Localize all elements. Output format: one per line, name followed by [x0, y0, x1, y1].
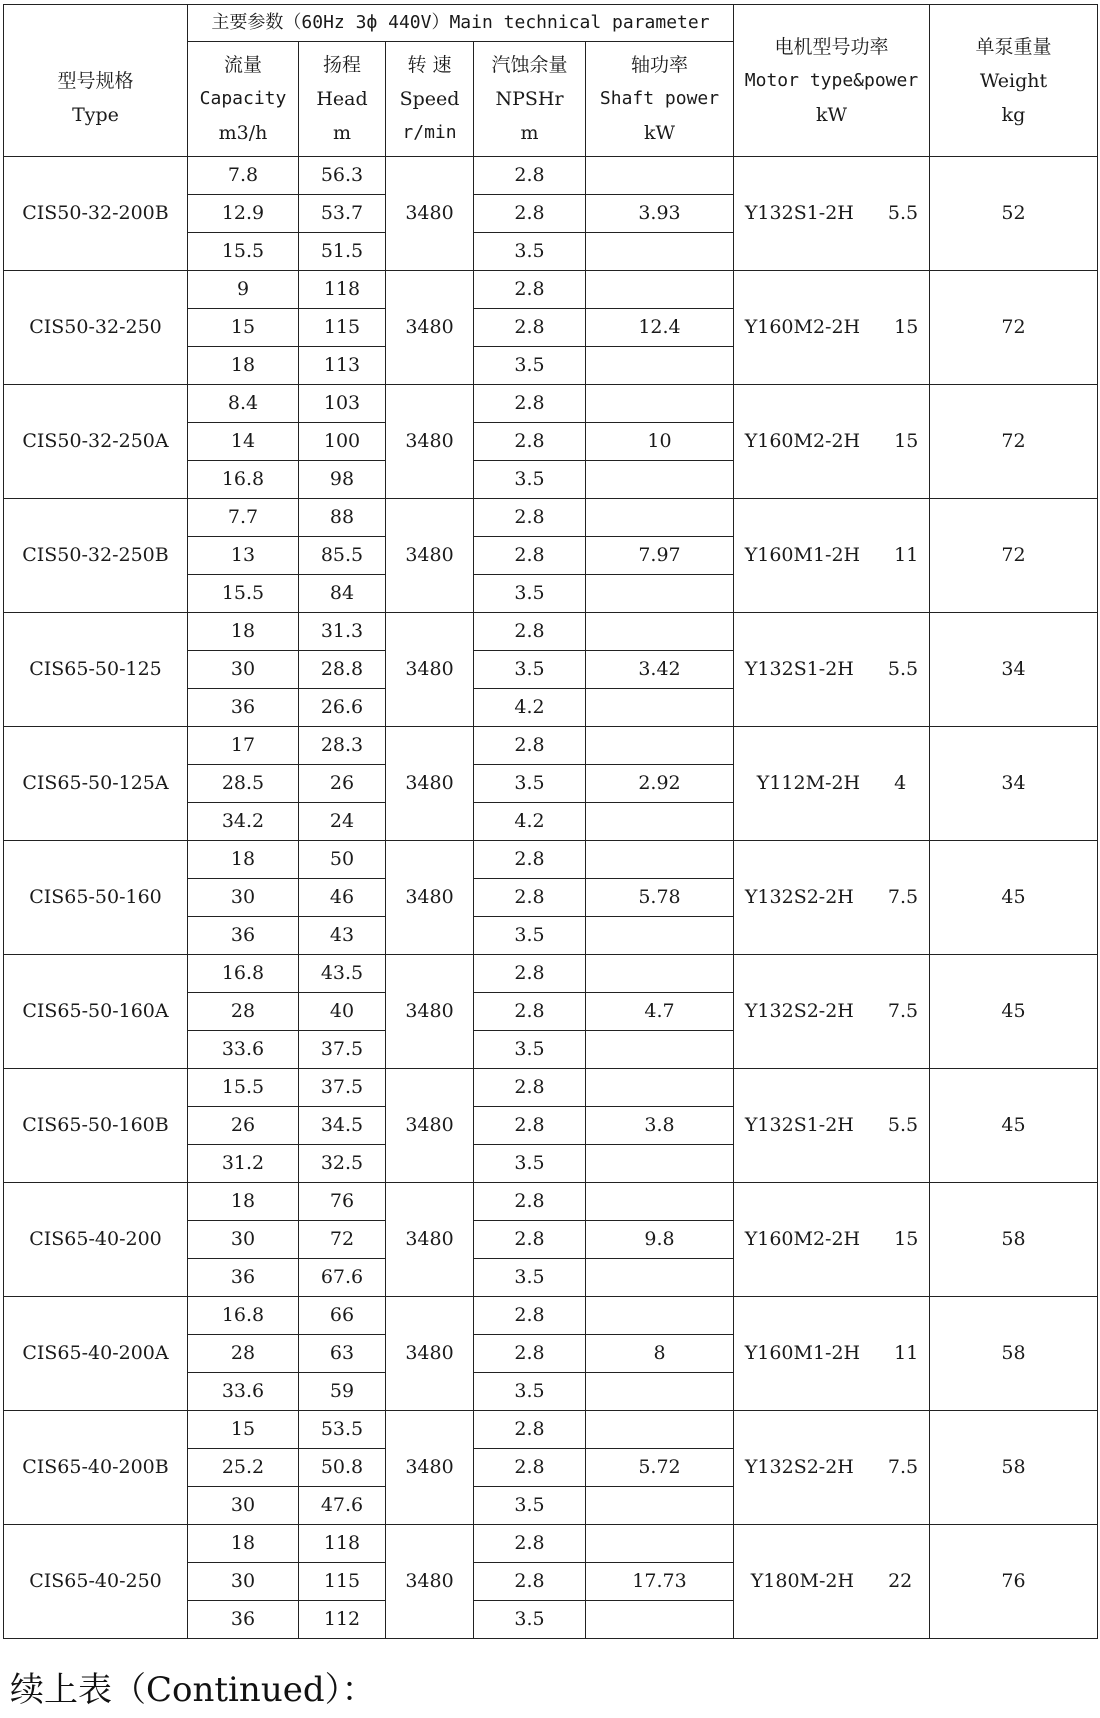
npshr-cell: 2.8	[474, 157, 586, 195]
shaft-power-empty-cell	[586, 1373, 734, 1411]
npshr-cell: 2.8	[474, 993, 586, 1031]
npshr-cell: 3.5	[474, 1145, 586, 1183]
speed-cell: 3480	[386, 1183, 474, 1297]
capacity-cell: 16.8	[188, 1297, 299, 1335]
model-type-cell: CIS65-50-125	[4, 613, 188, 727]
npshr-cell: 2.8	[474, 955, 586, 993]
npshr-cell: 2.8	[474, 309, 586, 347]
npshr-cell: 2.8	[474, 1525, 586, 1563]
capacity-cell: 15.5	[188, 1069, 299, 1107]
table-row	[4, 955, 1098, 993]
head-cell: 47.6	[299, 1487, 386, 1525]
capacity-cell: 31.2	[188, 1145, 299, 1183]
head-cell: 113	[299, 347, 386, 385]
speed-cell: 3480	[386, 1297, 474, 1411]
shaft-power-empty-cell	[586, 1601, 734, 1639]
weight-cell: 34	[930, 727, 1098, 841]
head-cell: 88	[299, 499, 386, 537]
head-cell: 84	[299, 575, 386, 613]
speed-header: 转 速 Speed r/min	[386, 42, 474, 157]
model-type-cell: CIS65-50-160B	[4, 1069, 188, 1183]
shaft-power-empty-cell	[586, 1183, 734, 1221]
motor-info	[734, 202, 929, 225]
weight-cell: 58	[930, 1411, 1098, 1525]
head-cell: 112	[299, 1601, 386, 1639]
shaft-power-empty-cell	[586, 233, 734, 271]
motor-power: 22	[888, 1570, 913, 1593]
npshr-cell: 2.8	[474, 385, 586, 423]
head-cell: 32.5	[299, 1145, 386, 1183]
npshr-cell: 3.5	[474, 575, 586, 613]
head-cell: 28.8	[299, 651, 386, 689]
head-cell: 28.3	[299, 727, 386, 765]
motor-type: Y132S1-2H	[744, 1114, 854, 1137]
shaft-power-cell: 3.93	[586, 195, 734, 233]
weight-header: 单泵重量 Weight kg	[930, 5, 1098, 157]
capacity-header: 流量 Capacity m3/h	[188, 42, 299, 157]
head-cell: 43.5	[299, 955, 386, 993]
shaft-power-empty-cell	[586, 461, 734, 499]
npshr-cell: 2.8	[474, 1335, 586, 1373]
motor-cell	[734, 955, 930, 1069]
continued-note: 续上表（Continued）：	[10, 1670, 376, 1710]
npshr-cell: 4.2	[474, 689, 586, 727]
head-cell: 56.3	[299, 157, 386, 195]
table-row	[4, 271, 1098, 309]
motor-info	[734, 316, 929, 339]
motor-info	[734, 1456, 929, 1479]
npshr-cell: 2.8	[474, 841, 586, 879]
motor-info	[734, 658, 929, 681]
capacity-cell: 15	[188, 1411, 299, 1449]
capacity-cell: 30	[188, 1487, 299, 1525]
head-cell: 115	[299, 309, 386, 347]
model-type-cell: CIS50-32-250	[4, 271, 188, 385]
head-cell: 37.5	[299, 1069, 386, 1107]
motor-power: 7.5	[887, 886, 919, 909]
weight-cell: 45	[930, 955, 1098, 1069]
capacity-cell: 28	[188, 1335, 299, 1373]
npshr-header: 汽蚀余量 NPSHr m	[474, 42, 586, 157]
shaft-power-empty-cell	[586, 1525, 734, 1563]
npshr-cell: 2.8	[474, 195, 586, 233]
model-type-cell: CIS65-50-160	[4, 841, 188, 955]
shaft-power-empty-cell	[586, 1069, 734, 1107]
motor-power: 11	[894, 544, 919, 567]
model-type-cell: CIS65-50-160A	[4, 955, 188, 1069]
table-row	[4, 157, 1098, 195]
motor-cell	[734, 613, 930, 727]
motor-type: Y160M1-2H	[744, 544, 861, 567]
motor-type: Y132S2-2H	[744, 1000, 854, 1023]
capacity-cell: 33.6	[188, 1373, 299, 1411]
head-cell: 34.5	[299, 1107, 386, 1145]
shaft-power-empty-cell	[586, 575, 734, 613]
speed-cell: 3480	[386, 271, 474, 385]
head-cell: 63	[299, 1335, 386, 1373]
head-cell: 26	[299, 765, 386, 803]
capacity-cell: 28	[188, 993, 299, 1031]
motor-info	[734, 544, 929, 567]
shaft-power-empty-cell	[586, 613, 734, 651]
npshr-cell: 2.8	[474, 1563, 586, 1601]
npshr-cell: 2.8	[474, 613, 586, 651]
weight-cell: 72	[930, 271, 1098, 385]
shaft-power-empty-cell	[586, 803, 734, 841]
speed-cell: 3480	[386, 841, 474, 955]
capacity-cell: 30	[188, 1221, 299, 1259]
speed-cell: 3480	[386, 1069, 474, 1183]
npshr-cell: 3.5	[474, 917, 586, 955]
motor-type: Y132S1-2H	[744, 658, 854, 681]
weight-cell: 45	[930, 841, 1098, 955]
head-cell: 26.6	[299, 689, 386, 727]
weight-cell: 58	[930, 1297, 1098, 1411]
shaft-power-cell: 7.97	[586, 537, 734, 575]
shaft-power-cell: 5.78	[586, 879, 734, 917]
capacity-cell: 15.5	[188, 233, 299, 271]
head-cell: 46	[299, 879, 386, 917]
head-cell: 37.5	[299, 1031, 386, 1069]
capacity-cell: 36	[188, 1601, 299, 1639]
motor-type: Y112M-2H	[756, 772, 861, 795]
weight-cell: 76	[930, 1525, 1098, 1639]
shaft-power-empty-cell	[586, 1031, 734, 1069]
head-cell: 24	[299, 803, 386, 841]
model-type-cell: CIS65-50-125A	[4, 727, 188, 841]
speed-cell: 3480	[386, 1525, 474, 1639]
npshr-cell: 3.5	[474, 1601, 586, 1639]
head-cell: 72	[299, 1221, 386, 1259]
shaft-power-cell: 17.73	[586, 1563, 734, 1601]
type-header: 型号规格 Type	[4, 5, 188, 157]
table-row	[4, 727, 1098, 765]
spec-table-wrapper	[3, 4, 1097, 1639]
table-row	[4, 613, 1098, 651]
model-type-cell: CIS65-40-200A	[4, 1297, 188, 1411]
motor-type: Y132S1-2H	[744, 202, 854, 225]
npshr-cell: 2.8	[474, 1069, 586, 1107]
capacity-cell: 14	[188, 423, 299, 461]
motor-power: 7.5	[887, 1000, 919, 1023]
motor-power: 5.5	[887, 202, 919, 225]
motor-cell	[734, 385, 930, 499]
head-cell: 115	[299, 1563, 386, 1601]
motor-cell	[734, 727, 930, 841]
motor-info	[734, 1342, 929, 1365]
model-type-cell: CIS50-32-250B	[4, 499, 188, 613]
motor-info	[734, 1228, 929, 1251]
capacity-cell: 18	[188, 1525, 299, 1563]
npshr-cell: 2.8	[474, 1221, 586, 1259]
table-row	[4, 499, 1098, 537]
capacity-cell: 17	[188, 727, 299, 765]
motor-power: 7.5	[887, 1456, 919, 1479]
motor-power: 5.5	[887, 1114, 919, 1137]
npshr-cell: 2.8	[474, 1107, 586, 1145]
motor-cell	[734, 157, 930, 271]
npshr-cell: 2.8	[474, 537, 586, 575]
shaft-power-empty-cell	[586, 955, 734, 993]
capacity-cell: 36	[188, 1259, 299, 1297]
capacity-cell: 28.5	[188, 765, 299, 803]
npshr-cell: 3.5	[474, 1259, 586, 1297]
npshr-cell: 3.5	[474, 461, 586, 499]
motor-power: 5.5	[887, 658, 919, 681]
shaft-power-cell: 10	[586, 423, 734, 461]
motor-cell	[734, 841, 930, 955]
npshr-cell: 4.2	[474, 803, 586, 841]
capacity-cell: 33.6	[188, 1031, 299, 1069]
table-row	[4, 1183, 1098, 1221]
motor-cell	[734, 1069, 930, 1183]
capacity-cell: 30	[188, 651, 299, 689]
head-cell: 31.3	[299, 613, 386, 651]
shaft-power-cell: 12.4	[586, 309, 734, 347]
shaft-power-cell: 2.92	[586, 765, 734, 803]
motor-info	[734, 1114, 929, 1137]
motor-power: 11	[894, 1342, 919, 1365]
capacity-cell: 12.9	[188, 195, 299, 233]
capacity-cell: 7.7	[188, 499, 299, 537]
head-cell: 118	[299, 271, 386, 309]
model-type-cell: CIS50-32-200B	[4, 157, 188, 271]
motor-cell	[734, 499, 930, 613]
weight-cell: 58	[930, 1183, 1098, 1297]
speed-cell: 3480	[386, 157, 474, 271]
head-cell: 50	[299, 841, 386, 879]
capacity-cell: 30	[188, 1563, 299, 1601]
npshr-cell: 2.8	[474, 727, 586, 765]
shaft-power-cell: 3.42	[586, 651, 734, 689]
motor-power: 15	[894, 1228, 919, 1251]
shaft-power-header: 轴功率 Shaft power kW	[586, 42, 734, 157]
head-cell: 51.5	[299, 233, 386, 271]
weight-cell: 45	[930, 1069, 1098, 1183]
head-cell: 85.5	[299, 537, 386, 575]
capacity-cell: 18	[188, 613, 299, 651]
shaft-power-empty-cell	[586, 841, 734, 879]
weight-cell: 52	[930, 157, 1098, 271]
model-type-cell: CIS65-40-200	[4, 1183, 188, 1297]
capacity-cell: 18	[188, 1183, 299, 1221]
npshr-cell: 3.5	[474, 233, 586, 271]
motor-info	[734, 772, 929, 795]
speed-cell: 3480	[386, 955, 474, 1069]
shaft-power-cell: 8	[586, 1335, 734, 1373]
weight-cell: 34	[930, 613, 1098, 727]
npshr-cell: 2.8	[474, 1411, 586, 1449]
speed-cell: 3480	[386, 385, 474, 499]
capacity-cell: 26	[188, 1107, 299, 1145]
npshr-cell: 2.8	[474, 423, 586, 461]
shaft-power-empty-cell	[586, 1259, 734, 1297]
npshr-cell: 3.5	[474, 1031, 586, 1069]
npshr-cell: 3.5	[474, 651, 586, 689]
shaft-power-empty-cell	[586, 1411, 734, 1449]
head-cell: 40	[299, 993, 386, 1031]
npshr-cell: 2.8	[474, 1449, 586, 1487]
head-cell: 100	[299, 423, 386, 461]
capacity-cell: 36	[188, 917, 299, 955]
capacity-cell: 8.4	[188, 385, 299, 423]
motor-cell	[734, 1183, 930, 1297]
capacity-cell: 13	[188, 537, 299, 575]
weight-cell: 72	[930, 385, 1098, 499]
capacity-cell: 25.2	[188, 1449, 299, 1487]
capacity-cell: 9	[188, 271, 299, 309]
speed-cell: 3480	[386, 613, 474, 727]
npshr-cell: 3.5	[474, 765, 586, 803]
capacity-cell: 15.5	[188, 575, 299, 613]
head-cell: 118	[299, 1525, 386, 1563]
head-cell: 50.8	[299, 1449, 386, 1487]
main-parameter-header: 主要参数（60Hz 3ф 440V）Main technical parameter	[188, 5, 734, 42]
speed-cell: 3480	[386, 499, 474, 613]
motor-header: 电机型号功率 Motor type&power kW	[734, 5, 930, 157]
capacity-cell: 16.8	[188, 955, 299, 993]
motor-cell	[734, 271, 930, 385]
shaft-power-empty-cell	[586, 689, 734, 727]
motor-type: Y160M2-2H	[744, 1228, 861, 1251]
npshr-cell: 3.5	[474, 1373, 586, 1411]
npshr-cell: 2.8	[474, 1183, 586, 1221]
table-row	[4, 1411, 1098, 1449]
shaft-power-empty-cell	[586, 1145, 734, 1183]
shaft-power-empty-cell	[586, 157, 734, 195]
pump-spec-table	[3, 4, 1098, 1639]
motor-power: 15	[894, 430, 919, 453]
motor-power: 4	[894, 772, 907, 795]
head-cell: 43	[299, 917, 386, 955]
motor-info	[734, 886, 929, 909]
capacity-cell: 18	[188, 347, 299, 385]
head-cell: 59	[299, 1373, 386, 1411]
shaft-power-empty-cell	[586, 499, 734, 537]
npshr-cell: 2.8	[474, 1297, 586, 1335]
capacity-cell: 18	[188, 841, 299, 879]
header-row-top	[4, 5, 1098, 42]
head-cell: 53.7	[299, 195, 386, 233]
head-cell: 76	[299, 1183, 386, 1221]
motor-type: Y160M2-2H	[744, 430, 861, 453]
shaft-power-empty-cell	[586, 271, 734, 309]
head-cell: 53.5	[299, 1411, 386, 1449]
npshr-cell: 2.8	[474, 499, 586, 537]
capacity-cell: 16.8	[188, 461, 299, 499]
shaft-power-cell: 4.7	[586, 993, 734, 1031]
motor-type: Y160M2-2H	[744, 316, 861, 339]
motor-info	[734, 430, 929, 453]
shaft-power-empty-cell	[586, 347, 734, 385]
motor-type: Y132S2-2H	[744, 1456, 854, 1479]
weight-cell: 72	[930, 499, 1098, 613]
motor-type: Y132S2-2H	[744, 886, 854, 909]
speed-cell: 3480	[386, 1411, 474, 1525]
motor-type: Y160M1-2H	[744, 1342, 861, 1365]
capacity-cell: 30	[188, 879, 299, 917]
shaft-power-cell: 9.8	[586, 1221, 734, 1259]
shaft-power-cell: 5.72	[586, 1449, 734, 1487]
table-row	[4, 841, 1098, 879]
capacity-cell: 7.8	[188, 157, 299, 195]
npshr-cell: 3.5	[474, 347, 586, 385]
motor-cell	[734, 1525, 930, 1639]
motor-type: Y180M-2H	[750, 1570, 855, 1593]
capacity-cell: 34.2	[188, 803, 299, 841]
shaft-power-empty-cell	[586, 385, 734, 423]
shaft-power-empty-cell	[586, 917, 734, 955]
head-cell: 98	[299, 461, 386, 499]
table-row	[4, 1069, 1098, 1107]
table-row	[4, 385, 1098, 423]
motor-power: 15	[894, 316, 919, 339]
shaft-power-empty-cell	[586, 727, 734, 765]
capacity-cell: 15	[188, 309, 299, 347]
shaft-power-cell: 3.8	[586, 1107, 734, 1145]
npshr-cell: 3.5	[474, 1487, 586, 1525]
model-type-cell: CIS65-40-200B	[4, 1411, 188, 1525]
motor-cell	[734, 1297, 930, 1411]
npshr-cell: 2.8	[474, 879, 586, 917]
motor-info	[734, 1570, 929, 1593]
head-cell: 103	[299, 385, 386, 423]
head-header: 扬程 Head m	[299, 42, 386, 157]
model-type-cell: CIS65-40-250	[4, 1525, 188, 1639]
head-cell: 67.6	[299, 1259, 386, 1297]
model-type-cell: CIS50-32-250A	[4, 385, 188, 499]
motor-info	[734, 1000, 929, 1023]
npshr-cell: 2.8	[474, 271, 586, 309]
table-row	[4, 1297, 1098, 1335]
speed-cell: 3480	[386, 727, 474, 841]
table-row	[4, 1525, 1098, 1563]
head-cell: 66	[299, 1297, 386, 1335]
capacity-cell: 36	[188, 689, 299, 727]
shaft-power-empty-cell	[586, 1487, 734, 1525]
shaft-power-empty-cell	[586, 1297, 734, 1335]
motor-cell	[734, 1411, 930, 1525]
